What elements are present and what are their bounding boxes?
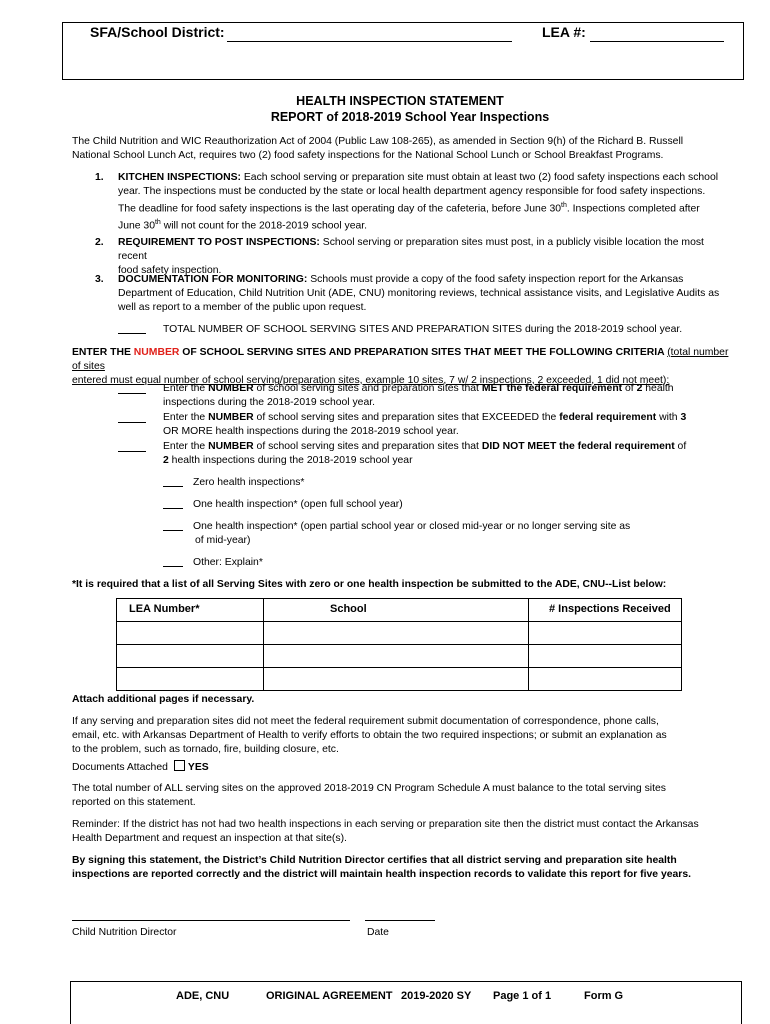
attach-note: Attach additional pages if necessary. [72,694,255,705]
sfa-input[interactable] [227,28,512,42]
lea-input[interactable] [590,28,724,42]
item-3-number: 3. [95,274,104,285]
col-lea-number: LEA Number* [117,599,264,622]
intro-paragraph: The Child Nutrition and WIC Reauthorization Act of 2004 (Public Law 108-265), as amended in Section 9(h) of the Richard B. Russell National School Lunch Act, requires two (2) food safety inspections for the National School Lunch or School Breakfast Programs. [72,136,684,161]
footer-agreement: ORIGINAL AGREEMENT [266,990,393,1002]
footer-agency: ADE, CNU [176,990,230,1002]
director-signature-line[interactable] [72,920,350,921]
other-input[interactable] [163,555,183,567]
footer-form: Form G [584,990,624,1002]
col-inspections: # Inspections Received [529,599,682,622]
enter-criteria-instruction: ENTER THE NUMBER OF SCHOOL SERVING SITES AND PREPARATION SITES THAT MEET THE FOLLOWING CRITERIA (total number of sites entered must equal number of school serving/preparation sites, example 10 sites, 7 w/ 2 inspections, 2 exceeded, 1 did not meet): [72,347,729,386]
table-header-row [117,599,682,622]
page-title: HEALTH INSPECTION STATEMENT [296,94,504,108]
criteria-met-input[interactable] [118,382,146,394]
federal-requirement-paragraph: If any serving and preparation sites did not meet the federal requirement submit documentation of correspondence, phone calls, email, etc. with Arkansas Department of Health to verify efforts to obtain the two required inspections; or submit an explanation as to the problem, such as tornado, fire, building closure, etc. [72,716,667,755]
one-full-year-input[interactable] [163,497,183,509]
zero-inspections-input[interactable] [163,475,183,487]
item-1-heading: KITCHEN INSPECTIONS: [118,172,241,183]
required-note: *It is required that a list of all Serving Sites with zero or one health inspection be submitted to the ADE, CNU--List below: [72,579,667,590]
item-2-number: 2. [95,237,104,248]
item-1-number: 1. [95,172,104,183]
page-subtitle: REPORT of 2018-2019 School Year Inspections [270,110,550,124]
reminder-paragraph: Reminder: If the district has not had two health inspections in each serving or preparation site then the district must contact the Arkansas Health Department and request an inspection at that site(s). [72,819,699,844]
footer-page: Page 1 of 1 [493,990,552,1002]
documents-attached-checkbox[interactable] [174,760,185,771]
one-partial-year-label: One health inspection* (open partial school year or closed mid-year or no longer serving site as of mid-year) [193,521,631,546]
enter-number-highlight: NUMBER [133,347,180,358]
table-row[interactable] [117,622,682,645]
footer-year: 2019-2020 SY [401,990,472,1002]
criteria-not-met-text: Enter the NUMBER of school serving sites and preparation sites that DID NOT MEET the federal requirement of 2 health inspections during the 2018-2019 school year [163,441,687,466]
sfa-label: SFA/School District: [90,24,225,40]
date-label: Date [367,927,389,938]
item-2-text: REQUIREMENT TO POST INSPECTIONS: School serving or preparation sites must post, in a publicly visible location the most recent food safety inspection. [118,237,704,276]
item-3-text: DOCUMENTATION FOR MONITORING: Schools must provide a copy of the food safety inspection report for the Arkansas Department of Education, Child Nutrition Unit (ADE, CNU) monitoring reviews, technical assistance visits, and Legislative Audits as well as report to a member of the public upon request. [118,274,720,313]
lea-label: LEA #: [542,24,586,40]
table-row[interactable] [117,645,682,668]
item-2-heading: REQUIREMENT TO POST INSPECTIONS: [118,237,320,248]
criteria-met-text: Enter the NUMBER of school serving sites and preparation sites that MET the federal requirement of 2 health inspections during the 2018-2019 school year. [163,383,674,408]
date-line[interactable] [365,920,435,921]
one-partial-year-input[interactable] [163,519,183,531]
table-row[interactable] [117,668,682,691]
other-label: Other: Explain* [193,557,263,568]
item-3-heading: DOCUMENTATION FOR MONITORING: [118,274,308,285]
zero-inspections-label: Zero health inspections* [193,477,305,488]
serving-sites-table [116,598,682,691]
certification-paragraph: By signing this statement, the District’s Child Nutrition Director certifies that all district serving and preparation site health inspections are reported correctly and the district will maintain health inspection records to validate this report for five years. [72,855,691,880]
director-label: Child Nutrition Director [72,927,177,938]
criteria-exceeded-input[interactable] [118,411,146,423]
col-school: School [264,599,529,622]
total-balance-paragraph: The total number of ALL serving sites on the approved 2018-2019 CN Program Schedule A must balance to the total serving sites reported on this statement. [72,783,666,808]
criteria-exceeded-text: Enter the NUMBER of school serving sites and preparation sites that EXCEEDED the federal requirement with 3 OR MORE health inspections during the 2018-2019 school year. [163,412,687,437]
total-sites-label: TOTAL NUMBER OF SCHOOL SERVING SITES AND PREPARATION SITES during the 2018-2019 school year. [163,324,683,335]
item-1-text: KITCHEN INSPECTIONS: Each school serving or preparation site must obtain at least two (2) food safety inspections each school year. The inspections must be conducted by the state or local health department agency responsible for food safety inspections. The deadline for food safety inspections is the last operating day of the cafeteria, before June 30th. Inspections completed after June 30th will not count for the 2018-2019 school year. [118,172,719,232]
one-full-year-label: One health inspection* (open full school year) [193,499,403,510]
criteria-not-met-input[interactable] [118,440,146,452]
total-sites-input[interactable] [118,322,146,334]
documents-attached: Documents Attached YES [72,762,209,773]
yes-label: YES [187,762,209,773]
